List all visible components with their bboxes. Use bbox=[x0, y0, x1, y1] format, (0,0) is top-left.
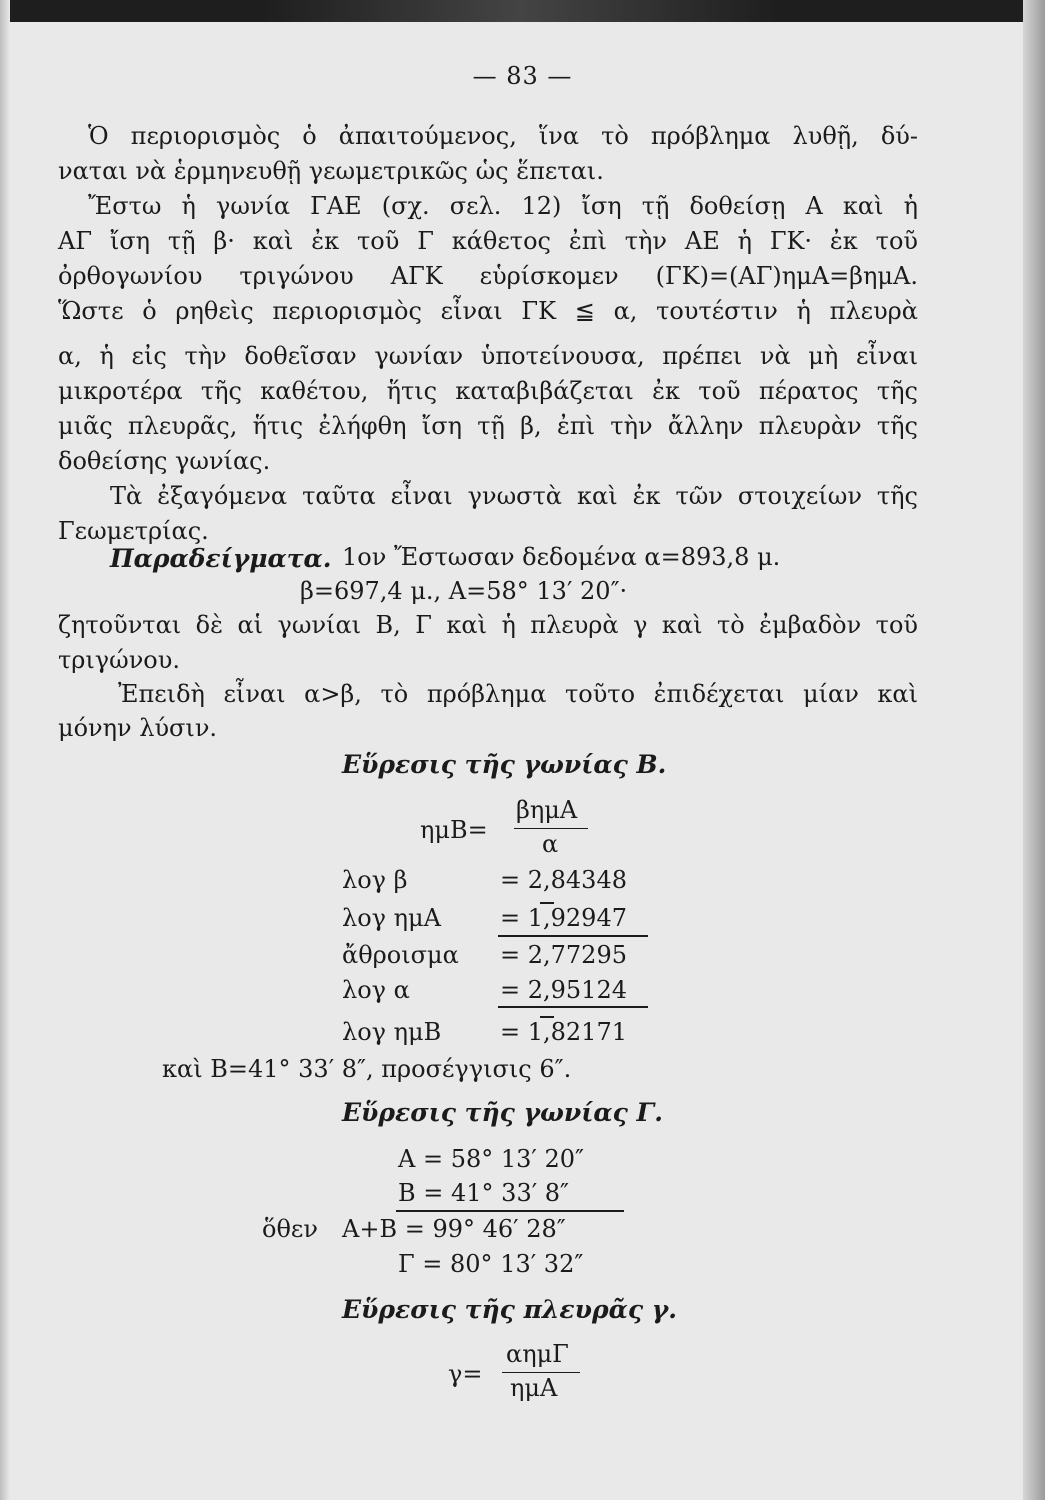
calc-label: λογ ημΒ bbox=[342, 1018, 442, 1046]
examples-heading: Παραδείγματα. bbox=[110, 544, 332, 573]
calc-label: ἄθροισμα bbox=[342, 941, 459, 969]
fraction-bar bbox=[502, 1372, 580, 1373]
calc-row bbox=[342, 941, 662, 969]
characteristic-overbar bbox=[540, 902, 554, 904]
text-line: ζητοῦνται δὲ αἱ γωνίαι Β, Γ καὶ ἡ πλευρὰ γ καὶ τὸ ἐμβαδὸν τοῦ bbox=[58, 611, 918, 639]
text-line: β=697,4 μ., Α=58° 13′ 20″· bbox=[300, 577, 628, 605]
sum-rule bbox=[396, 1210, 624, 1212]
text-line: μιᾶς πλευρᾶς, ἥτις ἐλήφθη ἴση τῇ β, ἐπὶ τὴν ἄλλην πλευρὰν τῆς bbox=[58, 412, 918, 440]
text-line: ΑΓ ἴση τῇ β· καὶ ἐκ τοῦ Γ κάθετος ἐπὶ τὴν ΑΕ ἡ ΓΚ· ἐκ τοῦ bbox=[58, 227, 918, 255]
formula-numerator: βημΑ bbox=[516, 796, 578, 824]
calc-value: = 2,95124 bbox=[500, 976, 627, 1004]
scan-right-edge bbox=[1023, 0, 1045, 1500]
text-line: Ὁ περιορισμὸς ὁ ἀπαιτούμενος, ἵνα τὸ πρόβλημα λυθῇ, δύ- bbox=[88, 122, 918, 150]
text-line: α, ἡ εἰς τὴν δοθεῖσαν γωνίαν ὑποτείνουσα, πρέπει νὰ μὴ εἶναι bbox=[58, 342, 918, 370]
formula-sin-b bbox=[420, 796, 600, 866]
section-heading-angle-b: Εὕρεσις τῆς γωνίας Β. bbox=[342, 750, 667, 779]
fraction-bar bbox=[514, 828, 588, 829]
text-line: μόνην λύσιν. bbox=[58, 714, 218, 742]
difference-rule bbox=[498, 1006, 648, 1008]
text-line: Ἐπειδὴ εἶναι α>β, τὸ πρόβλημα τοῦτο ἐπιδέχεται μίαν καὶ bbox=[118, 680, 918, 708]
text-line: τριγώνου. bbox=[58, 646, 180, 674]
calc-row bbox=[342, 1018, 662, 1046]
text-line: ὀρθογωνίου τριγώνου ΑΓΚ εὑρίσκομεν (ΓΚ)=(ΑΓ)ημΑ=βημΑ. bbox=[58, 262, 918, 290]
text-line: Τὰ ἐξαγόμενα ταῦτα εἶναι γνωστὰ καὶ ἐκ τῶν στοιχείων τῆς bbox=[110, 482, 918, 510]
formula-denominator: α bbox=[542, 830, 559, 858]
sum-rule bbox=[498, 935, 648, 937]
formula-lhs: γ= bbox=[448, 1360, 483, 1388]
formula-numerator: αημΓ bbox=[506, 1340, 569, 1368]
section-heading-side-gamma: Εὕρεσις τῆς πλευρᾶς γ. bbox=[342, 1295, 677, 1324]
calc-value: = 1,82171 bbox=[500, 1018, 627, 1046]
formula-denominator: ημΑ bbox=[510, 1374, 558, 1402]
calc-value: = 2,84348 bbox=[500, 866, 627, 894]
scan-top-border bbox=[0, 0, 1045, 22]
text-line: Ὥστε ὁ ρηθεὶς περιορισμὸς εἶναι ΓΚ ≦ α, τουτέστιν ἡ πλευρὰ bbox=[58, 297, 918, 325]
text-line: Γεωμετρίας. bbox=[58, 517, 209, 545]
calc-row bbox=[342, 866, 662, 894]
calc-value: = 2,77295 bbox=[500, 941, 627, 969]
scan-left-edge bbox=[0, 0, 10, 1500]
formula-lhs: ημΒ= bbox=[420, 816, 488, 844]
text-line: μικροτέρα τῆς καθέτου, ἥτις καταβιβάζεται ἐκ τοῦ πέρατος τῆς bbox=[58, 377, 918, 405]
calc-label: λογ β bbox=[342, 866, 408, 894]
angle-row: Α = 58° 13′ 20″ bbox=[398, 1145, 584, 1173]
calc-value: = 1,92947 bbox=[500, 904, 627, 932]
calc-row bbox=[342, 976, 662, 1004]
result-angle-b: καὶ Β=41° 33′ 8″, προσέγγισις 6″. bbox=[162, 1055, 572, 1083]
section-heading-angle-g: Εὕρεσις τῆς γωνίας Γ. bbox=[342, 1098, 663, 1127]
formula-side-gamma bbox=[448, 1340, 608, 1412]
text-line: Ἔστω ἡ γωνία ΓΑΕ (σχ. σελ. 12) ἴση τῇ δοθείσῃ Α καὶ ἡ bbox=[88, 192, 918, 220]
angle-row: Α+Β = 99° 46′ 28″ bbox=[342, 1215, 566, 1243]
angle-prefix: ὅθεν bbox=[262, 1215, 318, 1243]
angle-row: Γ = 80° 13′ 32″ bbox=[398, 1250, 584, 1278]
angle-row: Β = 41° 33′ 8″ bbox=[398, 1179, 570, 1207]
text-line: ναται νὰ ἑρμηνευθῇ γεωμετρικῶς ὡς ἕπεται. bbox=[58, 157, 604, 185]
page-number: — 83 — bbox=[472, 62, 573, 90]
calc-label: λογ ημΑ bbox=[342, 904, 441, 932]
text-line: 1ον Ἔστωσαν δεδομένα α=893,8 μ. bbox=[342, 543, 781, 571]
calc-label: λογ α bbox=[342, 976, 410, 1004]
calc-row bbox=[342, 904, 662, 932]
text-line: δοθείσης γωνίας. bbox=[58, 447, 271, 475]
